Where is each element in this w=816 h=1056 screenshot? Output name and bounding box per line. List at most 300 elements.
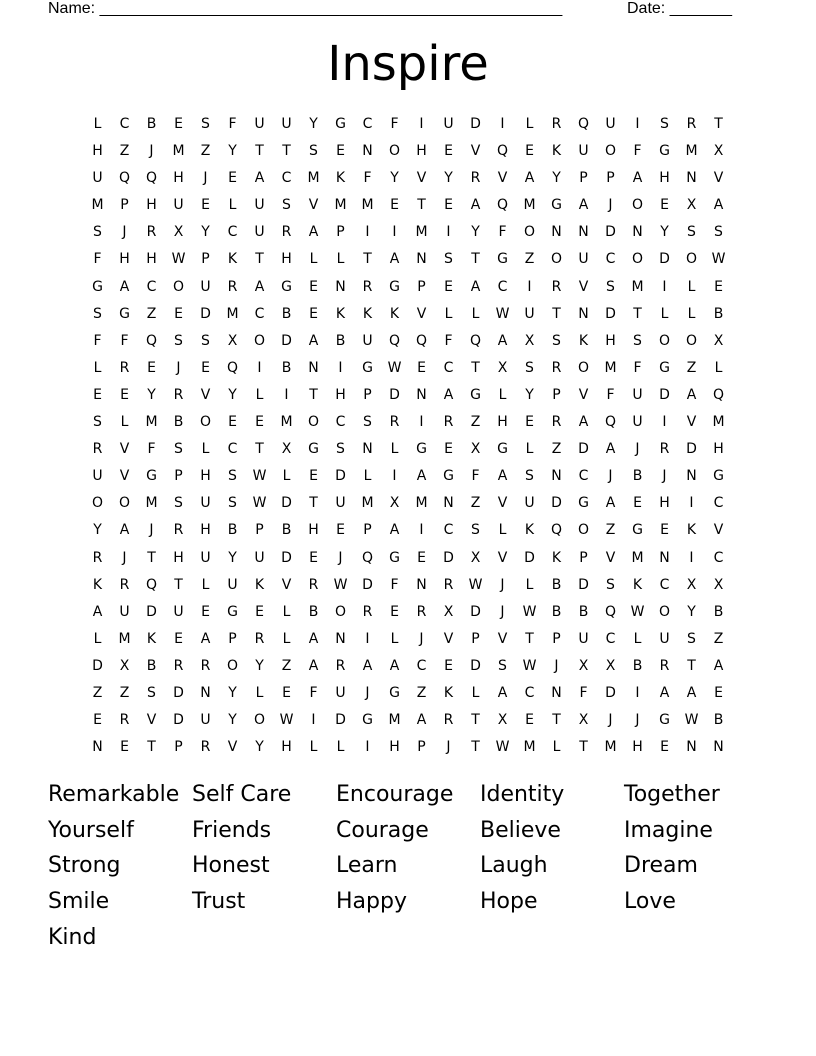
grid-letter: G xyxy=(551,197,562,214)
grid-letter: P xyxy=(228,630,237,647)
grid-letter: Q xyxy=(415,332,428,349)
grid-letter: M xyxy=(118,630,131,647)
grid-letter: C xyxy=(443,359,454,376)
grid-letter: B xyxy=(551,576,562,593)
grid-letter: Y xyxy=(201,224,210,241)
grid-letter: T xyxy=(147,739,156,756)
grid-letter: M xyxy=(415,224,428,241)
grid-letter: D xyxy=(551,495,562,512)
grid-letter: O xyxy=(577,522,590,539)
grid-letter: S xyxy=(93,224,102,241)
grid-letter: A xyxy=(686,684,697,701)
grid-letter: D xyxy=(335,468,346,485)
grid-letter: N xyxy=(335,630,346,647)
grid-letter: C xyxy=(578,468,589,485)
grid-letter: M xyxy=(631,278,644,295)
grid-letter: N xyxy=(308,359,319,376)
grid-letter: G xyxy=(713,468,724,485)
grid-letter: S xyxy=(228,468,237,485)
grid-letter: A xyxy=(362,657,373,674)
grid-letter: M xyxy=(361,197,374,214)
grid-letter: U xyxy=(254,197,265,214)
grid-letter: T xyxy=(309,386,318,403)
grid-letter: G xyxy=(335,116,346,132)
grid-letter: W xyxy=(522,603,537,620)
grid-letter: R xyxy=(470,170,481,187)
grid-letter: E xyxy=(201,197,210,214)
grid-letter: E xyxy=(120,739,129,756)
grid-letter: Q xyxy=(145,576,158,593)
grid-letter: R xyxy=(281,224,292,241)
grid-letter: N xyxy=(443,495,454,512)
grid-letter: R xyxy=(389,414,400,431)
grid-letter: L xyxy=(282,630,291,647)
grid-letter: V xyxy=(497,630,508,647)
grid-letter: E xyxy=(309,305,318,322)
grid-letter: I xyxy=(500,116,505,132)
grid-letter: Y xyxy=(444,170,453,187)
grid-letter: A xyxy=(605,495,616,512)
grid-letter: H xyxy=(281,251,292,268)
grid-letter: N xyxy=(632,224,643,241)
grid-letter: E xyxy=(525,712,534,729)
grid-letter: Q xyxy=(604,414,617,431)
grid-letter: X xyxy=(686,197,697,214)
grid-letter: Q xyxy=(226,359,239,376)
grid-letter: N xyxy=(551,224,562,241)
grid-letter: B xyxy=(281,359,292,376)
grid-letter: E xyxy=(93,712,102,729)
grid-letter: S xyxy=(498,657,507,674)
grid-letter: D xyxy=(605,305,616,322)
grid-letter: X xyxy=(605,657,616,674)
grid-letter: D xyxy=(335,712,346,729)
grid-letter: B xyxy=(632,657,643,674)
grid-letter: O xyxy=(334,603,347,620)
grid-letter: I xyxy=(689,495,694,512)
grid-letter: D xyxy=(443,549,454,566)
grid-letter: G xyxy=(362,359,373,376)
grid-letter: K xyxy=(335,305,346,322)
grid-letter: K xyxy=(551,549,562,566)
grid-letter: N xyxy=(551,684,562,701)
grid-letter: S xyxy=(201,332,210,349)
grid-letter: Y xyxy=(309,116,318,132)
grid-letter: Q xyxy=(469,332,482,349)
grid-letter: O xyxy=(685,251,698,268)
grid-letter: O xyxy=(631,197,644,214)
grid-letter: G xyxy=(578,495,589,512)
grid-letter: L xyxy=(444,305,453,322)
grid-letter: P xyxy=(417,278,426,295)
grid-letter: L xyxy=(390,630,399,647)
grid-letter: F xyxy=(579,684,588,701)
grid-letter: T xyxy=(714,116,723,132)
grid-letter: R xyxy=(362,278,373,295)
grid-letter: J xyxy=(419,630,424,647)
grid-letter: C xyxy=(713,495,724,512)
grid-letter: S xyxy=(444,251,453,268)
grid-letter: T xyxy=(633,305,642,322)
page-title: Inspire xyxy=(327,36,489,92)
grid-letter: Y xyxy=(687,603,696,620)
grid-letter: W xyxy=(495,739,510,756)
grid-letter: N xyxy=(416,576,427,593)
word-list-item: Self Care xyxy=(192,782,292,807)
grid-letter: D xyxy=(200,305,211,322)
grid-letter: S xyxy=(282,197,291,214)
grid-letter: T xyxy=(147,549,156,566)
word-list xyxy=(48,777,768,955)
grid-letter: U xyxy=(632,414,643,431)
grid-letter: X xyxy=(281,441,292,458)
grid-letter: G xyxy=(497,251,508,268)
word-list-item: Remarkable xyxy=(48,782,180,807)
grid-letter: L xyxy=(525,576,534,593)
grid-letter: M xyxy=(226,305,239,322)
grid-letter: A xyxy=(200,630,211,647)
grid-letter: L xyxy=(552,739,561,756)
grid-letter: L xyxy=(390,441,399,458)
grid-letter: I xyxy=(284,386,289,403)
grid-letter: E xyxy=(228,170,237,187)
grid-letter: M xyxy=(307,170,320,187)
grid-letter: K xyxy=(632,576,643,593)
grid-letter: W xyxy=(333,576,348,593)
grid-letter: X xyxy=(470,441,481,458)
grid-letter: K xyxy=(443,684,454,701)
word-list-item: Kind xyxy=(48,924,97,950)
grid-letter: E xyxy=(282,684,291,701)
word-list-item: Dream xyxy=(624,853,698,879)
grid-letter: V xyxy=(713,170,724,187)
grid-letter: D xyxy=(146,603,157,620)
grid-letter: X xyxy=(497,359,508,376)
grid-letter: M xyxy=(685,143,698,160)
grid-letter: J xyxy=(122,224,127,241)
grid-letter: L xyxy=(93,359,102,376)
grid-letter: A xyxy=(497,684,508,701)
grid-letter: N xyxy=(92,739,103,756)
grid-letter: E xyxy=(120,386,129,403)
grid-letter: U xyxy=(119,603,130,620)
grid-letter: M xyxy=(712,414,725,431)
word-list-item: Identity xyxy=(480,782,565,807)
grid-letter: E xyxy=(255,603,264,620)
grid-letter: F xyxy=(498,224,507,241)
grid-letter: S xyxy=(525,468,534,485)
grid-letter: M xyxy=(523,739,536,756)
grid-letter: U xyxy=(173,603,184,620)
grid-letter: B xyxy=(281,522,292,539)
grid-letter: G xyxy=(659,143,670,160)
grid-letter: F xyxy=(390,576,399,593)
grid-letter: M xyxy=(388,712,401,729)
grid-letter: O xyxy=(523,224,536,241)
grid-letter: Y xyxy=(228,549,237,566)
grid-letter: D xyxy=(524,549,535,566)
grid-letter: U xyxy=(524,305,535,322)
grid-letter: M xyxy=(334,197,347,214)
grid-letter: P xyxy=(174,739,183,756)
grid-letter: S xyxy=(174,332,183,349)
grid-letter: E xyxy=(390,603,399,620)
grid-letter: S xyxy=(93,414,102,431)
word-search-grid xyxy=(84,111,732,761)
grid-letter: E xyxy=(174,630,183,647)
grid-letter: K xyxy=(524,522,535,539)
grid-letter: B xyxy=(146,657,157,674)
grid-letter: A xyxy=(497,468,508,485)
grid-letter: S xyxy=(363,414,372,431)
grid-letter: S xyxy=(633,332,642,349)
grid-letter: X xyxy=(686,576,697,593)
grid-letter: J xyxy=(554,657,559,674)
grid-letter: B xyxy=(713,712,724,729)
grid-letter: A xyxy=(308,630,319,647)
grid-letter: E xyxy=(417,549,426,566)
grid-letter: B xyxy=(578,603,589,620)
grid-letter: H xyxy=(416,143,427,160)
grid-letter: V xyxy=(686,414,697,431)
grid-letter: C xyxy=(605,251,616,268)
grid-letter: M xyxy=(415,495,428,512)
grid-letter: S xyxy=(336,441,345,458)
grid-letter: G xyxy=(443,468,454,485)
grid-letter: V xyxy=(200,386,211,403)
grid-letter: P xyxy=(606,170,615,187)
grid-letter: D xyxy=(686,441,697,458)
grid-letter: Z xyxy=(605,522,616,539)
grid-letter: S xyxy=(606,278,615,295)
grid-letter: R xyxy=(173,657,184,674)
grid-letter: E xyxy=(660,197,669,214)
grid-letter: F xyxy=(309,684,318,701)
grid-letter: D xyxy=(605,224,616,241)
grid-letter: G xyxy=(389,549,400,566)
grid-letter: C xyxy=(146,278,157,295)
grid-letter: V xyxy=(146,712,157,729)
grid-letter: U xyxy=(200,495,211,512)
name-field-label: Name: ____________________________________________________ xyxy=(48,0,563,17)
word-list-item: Honest xyxy=(192,853,270,879)
grid-letter: U xyxy=(578,251,589,268)
grid-letter: Z xyxy=(200,143,211,160)
grid-letter: Q xyxy=(145,332,158,349)
grid-letter: Y xyxy=(93,522,102,539)
grid-letter: H xyxy=(173,170,184,187)
grid-letter: E xyxy=(174,116,183,132)
grid-letter: S xyxy=(201,116,210,132)
grid-letter: H xyxy=(659,170,670,187)
grid-letter: A xyxy=(686,386,697,403)
grid-letter: I xyxy=(365,630,370,647)
grid-letter: Q xyxy=(496,143,509,160)
grid-letter: U xyxy=(254,549,265,566)
grid-letter: A xyxy=(119,278,130,295)
grid-letter: P xyxy=(363,386,372,403)
grid-letter: F xyxy=(390,116,399,132)
grid-letter: R xyxy=(200,739,211,756)
grid-letter: P xyxy=(336,224,345,241)
grid-letter: M xyxy=(361,495,374,512)
grid-letter: I xyxy=(689,549,694,566)
grid-letter: J xyxy=(608,197,613,214)
grid-letter: V xyxy=(119,468,130,485)
grid-letter: O xyxy=(658,332,671,349)
grid-letter: Z xyxy=(470,495,481,512)
grid-letter: W xyxy=(495,305,510,322)
grid-letter: T xyxy=(687,657,696,674)
grid-letter: A xyxy=(659,684,670,701)
grid-letter: P xyxy=(174,468,183,485)
grid-letter: U xyxy=(227,576,238,593)
grid-letter: H xyxy=(659,495,670,512)
grid-letter: L xyxy=(687,305,696,322)
grid-letter: T xyxy=(471,712,480,729)
grid-letter: R xyxy=(335,657,346,674)
grid-letter: U xyxy=(335,684,346,701)
grid-letter: H xyxy=(497,414,508,431)
grid-letter: E xyxy=(444,278,453,295)
grid-letter: L xyxy=(309,739,318,756)
grid-letter: M xyxy=(145,495,158,512)
grid-letter: R xyxy=(146,224,157,241)
grid-letter: V xyxy=(713,522,724,539)
grid-letter: E xyxy=(390,197,399,214)
grid-letter: E xyxy=(633,495,642,512)
grid-letter: Z xyxy=(119,684,130,701)
grid-letter: K xyxy=(146,630,157,647)
grid-letter: D xyxy=(173,684,184,701)
grid-letter: B xyxy=(335,332,346,349)
grid-letter: D xyxy=(92,657,103,674)
grid-letter: J xyxy=(365,684,370,701)
grid-letter: N xyxy=(416,386,427,403)
grid-letter: J xyxy=(176,359,181,376)
grid-letter: R xyxy=(659,441,670,458)
grid-letter: H xyxy=(389,739,400,756)
grid-letter: R xyxy=(551,359,562,376)
grid-letter: I xyxy=(635,684,640,701)
grid-letter: V xyxy=(578,386,589,403)
grid-letter: O xyxy=(658,603,671,620)
grid-letter: U xyxy=(362,332,373,349)
word-list-item: Yourself xyxy=(48,817,134,843)
grid-letter: L xyxy=(471,684,480,701)
grid-letter: E xyxy=(660,522,669,539)
grid-letter: E xyxy=(93,386,102,403)
grid-letter: W xyxy=(711,251,726,268)
grid-letter: U xyxy=(524,495,535,512)
grid-letter: U xyxy=(254,116,265,132)
grid-letter: X xyxy=(713,576,724,593)
grid-letter: K xyxy=(227,251,238,268)
grid-letter: E xyxy=(525,414,534,431)
grid-letter: L xyxy=(201,576,210,593)
grid-letter: F xyxy=(606,386,615,403)
grid-letter: E xyxy=(309,278,318,295)
grid-letter: K xyxy=(362,305,373,322)
grid-letter: F xyxy=(471,468,480,485)
grid-letter: E xyxy=(255,414,264,431)
grid-letter: X xyxy=(497,712,508,729)
grid-letter: L xyxy=(471,305,480,322)
grid-letter: F xyxy=(633,359,642,376)
grid-letter: K xyxy=(551,143,562,160)
grid-letter: A xyxy=(713,657,724,674)
grid-letter: S xyxy=(174,495,183,512)
grid-letter: C xyxy=(497,278,508,295)
grid-letter: X xyxy=(119,657,130,674)
grid-letter: L xyxy=(498,522,507,539)
grid-letter: G xyxy=(416,441,427,458)
grid-letter: J xyxy=(662,468,667,485)
grid-letter: W xyxy=(387,359,402,376)
grid-letter: L xyxy=(336,251,345,268)
grid-letter: J xyxy=(608,712,613,729)
grid-letter: N xyxy=(713,739,724,756)
grid-letter: P xyxy=(120,197,129,214)
grid-letter: M xyxy=(172,143,185,160)
grid-letter: Q xyxy=(118,170,131,187)
grid-letter: Y xyxy=(471,224,480,241)
grid-letter: C xyxy=(524,684,535,701)
grid-letter: N xyxy=(578,224,589,241)
grid-letter: X xyxy=(524,332,535,349)
grid-letter: A xyxy=(389,657,400,674)
grid-letter: P xyxy=(255,522,264,539)
grid-letter: R xyxy=(686,116,697,132)
grid-letter: H xyxy=(335,386,346,403)
grid-letter: U xyxy=(92,170,103,187)
grid-letter: E xyxy=(444,197,453,214)
grid-letter: D xyxy=(578,441,589,458)
grid-letter: A xyxy=(389,522,400,539)
grid-letter: O xyxy=(226,657,239,674)
grid-letter: N xyxy=(686,468,697,485)
grid-letter: Y xyxy=(228,712,237,729)
grid-letter: R xyxy=(443,712,454,729)
grid-letter: G xyxy=(389,684,400,701)
grid-letter: E xyxy=(309,549,318,566)
grid-letter: I xyxy=(419,116,424,132)
grid-letter: X xyxy=(173,224,184,241)
word-list-item: Trust xyxy=(192,889,246,915)
grid-letter: R xyxy=(551,116,562,132)
grid-letter: D xyxy=(281,495,292,512)
grid-letter: X xyxy=(470,549,481,566)
grid-letter: T xyxy=(363,251,372,268)
grid-letter: L xyxy=(633,630,642,647)
grid-letter: O xyxy=(550,251,563,268)
grid-letter: V xyxy=(416,170,427,187)
grid-letter: S xyxy=(687,630,696,647)
grid-letter: T xyxy=(174,576,183,593)
grid-letter: X xyxy=(713,332,724,349)
grid-letter: O xyxy=(253,712,266,729)
grid-letter: B xyxy=(281,305,292,322)
grid-letter: O xyxy=(631,251,644,268)
grid-letter: O xyxy=(388,143,401,160)
grid-letter: B xyxy=(551,603,562,620)
grid-letter: U xyxy=(200,278,211,295)
grid-letter: J xyxy=(203,170,208,187)
grid-letter: Y xyxy=(525,386,534,403)
word-list-item: Laugh xyxy=(480,853,548,879)
grid-letter: Z xyxy=(92,684,103,701)
grid-letter: B xyxy=(227,522,238,539)
